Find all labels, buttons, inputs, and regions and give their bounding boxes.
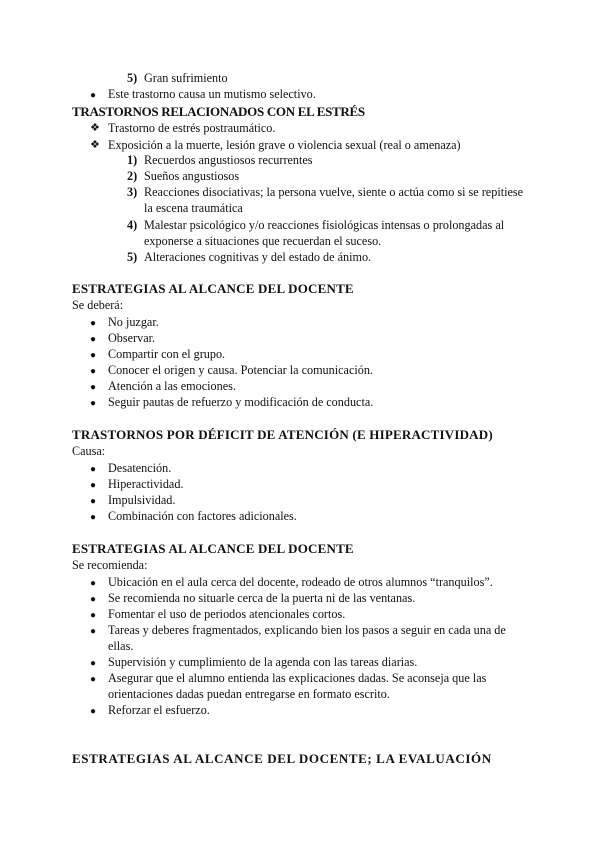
diamond-item-text: Trastorno de estrés postraumático. bbox=[108, 121, 276, 135]
numbered-marker: 5) bbox=[127, 71, 138, 85]
bullet-icon: ● bbox=[90, 626, 97, 637]
section-heading-adhd: TRASTORNOS POR DÉFICIT DE ATENCIÓN (E HIPERACTIVIDAD) bbox=[72, 427, 493, 442]
bullet-item-text: Seguir pautas de refuerzo y modificación de conducta. bbox=[108, 395, 374, 409]
bullet-item-text: Conocer el origen y causa. Potenciar la comunicación. bbox=[108, 363, 373, 377]
numbered-item-text-continued: la escena traumática bbox=[144, 201, 243, 215]
bullet-icon: ● bbox=[90, 610, 97, 621]
section-intro: Causa: bbox=[72, 444, 106, 458]
bullet-icon: ● bbox=[90, 350, 97, 361]
bullet-icon: ● bbox=[90, 464, 97, 475]
bullet-icon: ● bbox=[90, 658, 97, 669]
numbered-item-text: Alteraciones cognitivas y del estado de ánimo. bbox=[144, 250, 372, 264]
bullet-item-text: Atención a las emociones. bbox=[108, 379, 236, 393]
section-heading-evaluation: ESTRATEGIAS AL ALCANCE DEL DOCENTE; LA EVALUACIÓN bbox=[72, 751, 492, 766]
bullet-icon: ● bbox=[90, 578, 97, 589]
bullet-item-text: Asegurar que el alumno entienda las explicaciones dadas. Se aconseja que las bbox=[108, 671, 487, 685]
bullet-icon: ● bbox=[90, 398, 97, 409]
numbered-item-text: Gran sufrimiento bbox=[144, 71, 228, 85]
numbered-marker: 3) bbox=[127, 185, 138, 199]
diamond-item-text: Exposición a la muerte, lesión grave o violencia sexual (real o amenaza) bbox=[108, 138, 461, 152]
bullet-item-text: Supervisión y cumplimiento de la agenda con las tareas diarias. bbox=[108, 655, 418, 669]
bullet-icon: ● bbox=[90, 706, 97, 717]
numbered-marker: 4) bbox=[127, 218, 138, 232]
bullet-icon: ● bbox=[90, 382, 97, 393]
numbered-marker: 5) bbox=[127, 250, 138, 264]
bullet-item-text: Compartir con el grupo. bbox=[108, 347, 226, 361]
numbered-item-text: Recuerdos angustiosos recurrentes bbox=[144, 153, 313, 167]
bullet-item-text: Observar. bbox=[108, 331, 156, 345]
bullet-item-text: Reforzar el esfuerzo. bbox=[108, 703, 210, 717]
bullet-icon: ● bbox=[90, 334, 97, 345]
section-heading-teacher-strategies: ESTRATEGIAS AL ALCANCE DEL DOCENTE bbox=[72, 541, 354, 556]
bullet-item-text: Hiperactividad. bbox=[108, 477, 184, 491]
section-heading-stress-disorders: TRASTORNOS RELACIONADOS CON EL ESTRÉS bbox=[72, 104, 365, 119]
bullet-icon: ● bbox=[90, 674, 97, 685]
bullet-icon: ● bbox=[90, 512, 97, 523]
numbered-item-text: Malestar psicológico y/o reacciones fisiológicas intensas o prolongadas al bbox=[144, 218, 505, 232]
numbered-item-text: Reacciones disociativas; la persona vuelve, siente o actúa como si se repitiese bbox=[144, 185, 524, 199]
bullet-item-text: No juzgar. bbox=[108, 315, 159, 329]
bullet-item-text-continued: ellas. bbox=[108, 639, 134, 653]
bullet-icon: ● bbox=[90, 594, 97, 605]
diamond-bullet-icon: ❖ bbox=[90, 139, 100, 151]
bullet-item-text: Combinación con factores adicionales. bbox=[108, 509, 297, 523]
bullet-item-text: Tareas y deberes fragmentados, explicando bien los pasos a seguir en cada una de bbox=[108, 623, 506, 637]
numbered-marker: 1) bbox=[127, 153, 138, 167]
bullet-item-text: Se recomienda no situarle cerca de la puerta ni de las ventanas. bbox=[108, 591, 416, 605]
bullet-icon: ● bbox=[90, 90, 97, 101]
section-intro: Se recomienda: bbox=[72, 558, 148, 572]
bullet-item-text: Desatención. bbox=[108, 461, 172, 475]
section-intro: Se deberá: bbox=[72, 298, 124, 312]
bullet-icon: ● bbox=[90, 480, 97, 491]
bullet-item-text: Fomentar el uso de periodos atencionales cortos. bbox=[108, 607, 346, 621]
diamond-bullet-icon: ❖ bbox=[90, 122, 100, 134]
bullet-icon: ● bbox=[90, 366, 97, 377]
numbered-marker: 2) bbox=[127, 169, 138, 183]
numbered-item-text: Sueños angustiosos bbox=[144, 169, 240, 183]
bullet-icon: ● bbox=[90, 318, 97, 329]
bullet-item-text-continued: orientaciones dadas puedan entregarse en formato escrito. bbox=[108, 687, 390, 701]
bullet-item-text: Impulsividad. bbox=[108, 493, 176, 507]
bullet-icon: ● bbox=[90, 496, 97, 507]
section-heading-teacher-strategies: ESTRATEGIAS AL ALCANCE DEL DOCENTE bbox=[72, 281, 354, 296]
bullet-item-text: Ubicación en el aula cerca del docente, rodeado de otros alumnos “tranquilos”. bbox=[108, 575, 493, 589]
bullet-item-text: Este trastorno causa un mutismo selectivo. bbox=[108, 87, 316, 101]
numbered-item-text-continued: exponerse a situaciones que recuerdan el suceso. bbox=[144, 234, 382, 248]
